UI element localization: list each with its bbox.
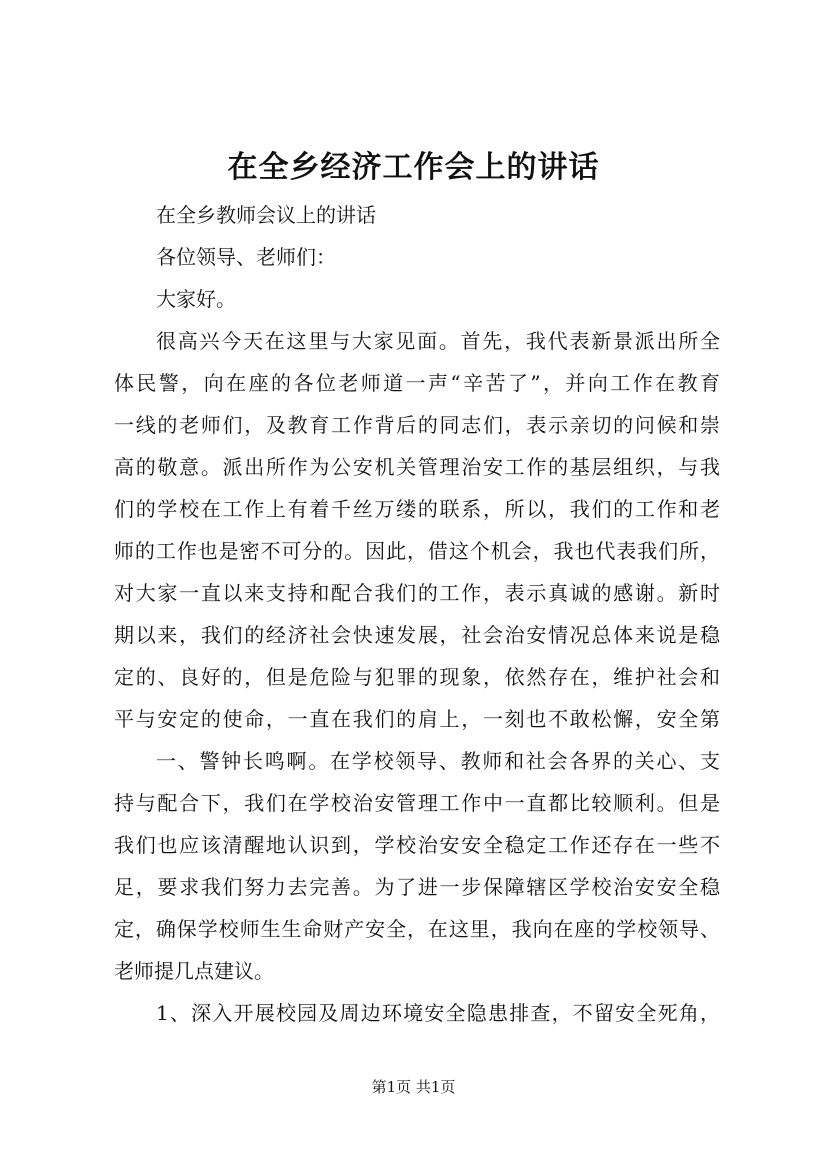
body-line: 期以来，我们的经济社会快速发展，社会治安情况总体来说是稳 — [114, 623, 720, 647]
document-title: 在全乡经济工作会上的讲话 — [227, 150, 600, 185]
document-body — [114, 194, 720, 1034]
body-line: 足，要求我们努力去完善。为了进一步保障辖区学校治安安全稳 — [114, 875, 720, 899]
body-line: 定，确保学校师生生命财产安全，在这里，我向在座的学校领导、 — [114, 917, 720, 941]
body-line: 高的敬意。派出所作为公安机关管理治安工作的基层组织，与我 — [114, 455, 720, 479]
body-line: 各位领导、老师们： — [156, 245, 336, 269]
body-line: 平与安定的使命，一直在我们的肩上，一刻也不敢松懈，安全第 — [114, 707, 720, 731]
body-line: 们的学校在工作上有着千丝万缕的联系，所以，我们的工作和老 — [114, 497, 720, 521]
body-line: 在全乡教师会议上的讲话 — [156, 203, 376, 227]
body-line: 一、警钟长鸣啊。在学校领导、教师和社会各界的关心、支 — [156, 749, 720, 773]
body-line: 很高兴今天在这里与大家见面。首先，我代表新景派出所全 — [156, 329, 720, 353]
body-line: 老师提几点建议。 — [114, 959, 274, 983]
body-line: 体民警，向在座的各位老师道一声“辛苦了”，并向工作在教育 — [114, 371, 720, 395]
page-footer: 第1页 共1页 — [371, 1078, 456, 1096]
body-line: 大家好。 — [156, 287, 236, 311]
body-line: 对大家一直以来支持和配合我们的工作，表示真诚的感谢。新时 — [114, 581, 720, 605]
body-line: 师的工作也是密不可分的。因此，借这个机会，我也代表我们所， — [114, 539, 720, 563]
body-line: 一线的老师们，及教育工作背后的同志们，表示亲切的问候和崇 — [114, 413, 720, 437]
body-line: 1、深入开展校园及周边环境安全隐患排查，不留安全死角， — [156, 1001, 720, 1025]
body-line: 持与配合下，我们在学校治安管理工作中一直都比较顺利。但是 — [114, 791, 720, 815]
body-line: 我们也应该清醒地认识到，学校治安安全稳定工作还存在一些不 — [114, 833, 720, 857]
body-line: 定的、良好的，但是危险与犯罪的现象，依然存在，维护社会和 — [114, 665, 720, 689]
